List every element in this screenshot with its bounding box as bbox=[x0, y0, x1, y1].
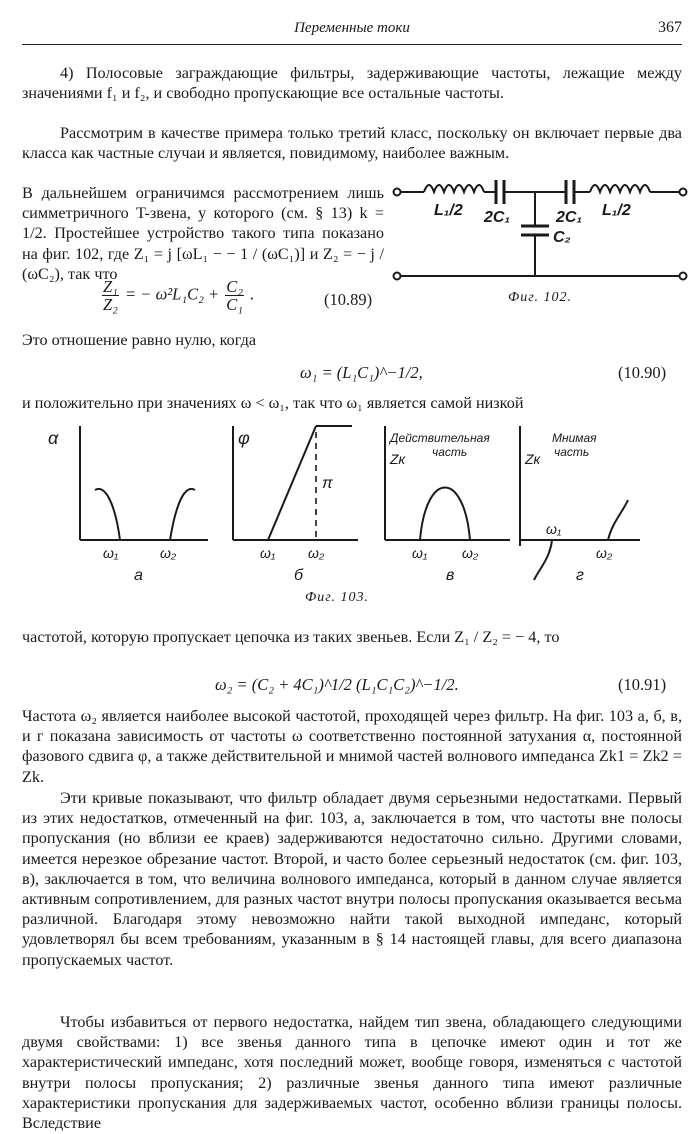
input-terminal-top bbox=[394, 189, 401, 196]
panel-d-tick-w1: ω₁ bbox=[546, 521, 562, 537]
panel-b-ylabel: φ bbox=[238, 428, 250, 448]
paragraph-symmetric-t-section: В дальнейшем ограничимся рассмотрением лишь симметричного T-звена, у которого (см. § 13) k = 1/2. Простейшее устройство такого типа показано на фиг. 102, где Z₁ = j [ωL₁ − − 1 / (ωC₁)] и Z₂ = − j / (ωC₂), так что bbox=[22, 184, 384, 283]
panel-d-letter: г bbox=[576, 567, 584, 584]
panel-b-tick-w2: ω₂ bbox=[308, 545, 325, 561]
panel-c-curve bbox=[420, 488, 470, 541]
figure-102-circuit bbox=[390, 170, 690, 310]
panel-d-title-2: часть bbox=[554, 445, 590, 459]
paragraph-highest-frequency: Частота ω₂ является наиболее высокой частотой, проходящей через фильтр. На фиг. 103 а, б, в, и г показана зависимость от частоты ω соответственно постоянной затухания α, постоянной фазового сдвига φ, а также действительной и мнимой частей волнового импеданса Zk1 = Zk2 = Zk. bbox=[22, 707, 682, 786]
page-number: 367 bbox=[658, 19, 682, 36]
figure-102-caption: Фиг. 102. bbox=[508, 290, 573, 305]
equation-10-90: ω₁ = (L₁C₁)^−1/2, bbox=[300, 363, 423, 382]
input-terminal-bottom bbox=[394, 273, 401, 280]
panel-d-tick-w2: ω₂ bbox=[596, 545, 613, 561]
fraction-c2-c1: $\frac{\text{C₂}}{\text{C₁}}$ bbox=[226, 277, 243, 314]
paragraph-positive-values: и положительно при значениях ω < ω₁, так что ω₁ является самой низкой bbox=[22, 394, 524, 412]
paragraph-new-section-type: Чтобы избавиться от первого недостатка, найдем тип звена, обладающего следующими двумя свойствами: 1) все звенья данного типа в цепочке имеют один и тот же характеристический импеданс, хотя последний может, вообще говоря, изменяться с частотой внутри полосы пропускания; 2) различные звенья данного типа имеют различные характеристики пропускания для задерживаемых частот, особенно вблизи границы полосы. Вследствие bbox=[22, 1013, 682, 1133]
panel-b-letter: б bbox=[294, 567, 303, 584]
panel-a-ylabel: α bbox=[48, 428, 59, 448]
page-header bbox=[22, 16, 682, 45]
panel-b-phase-rise bbox=[268, 426, 316, 540]
output-terminal-top bbox=[680, 189, 687, 196]
equation-10-89: $\frac{\text{Z₁}}{\text{Z₂}}$ = − ω²L₁C₂ + $\frac{\text{C₂}}{\text{C₁}}$ . bbox=[103, 277, 255, 314]
inductor-right-icon bbox=[590, 185, 650, 192]
paragraph-bandstop-filters: 4) Полосовые заграждающие фильтры, задерживающие частоты, лежащие между значениями f₁ и f₂, и свободно пропускающие все остальные частоты. bbox=[22, 64, 682, 103]
equation-number-10-89: (10.89) bbox=[324, 290, 373, 309]
panel-d-curve-right bbox=[608, 500, 628, 540]
panel-b-pi-mark: π bbox=[322, 475, 333, 492]
equation-10-91: ω₂ = (C₂ + 4C₁)^1/2 (L₁C₁C₂)^−1/2. bbox=[215, 675, 459, 694]
label-capacitor-shunt: C₂ bbox=[553, 229, 571, 246]
paragraph-filter-drawbacks: Эти кривые показывают, что фильтр обладает двумя серьезными недостатками. Первый из этих недостатков, отмеченный на фиг. 103, а, заключается в том, что частоты вне полосы пропускания (но вблизи ее краев) задерживаются недостаточно сильно. Другими словами, имеется нерезкое обрезание частот. Второй, и часто более серьезный недостаток (см. фиг. 103, в), заключается в том, что величина волнового импеданса, который в данном случае является активным сопротивлением, для разных частот внутри полосы пропускания оказывается весьма различной. Благодаря этому невозможно найти такой выходной импеданс, который удовлетворял бы всем требованиям, указанным в § 14 настоящей главы, для всего диапазона пропускаемых частот. bbox=[22, 789, 682, 969]
panel-c-letter: в bbox=[446, 567, 455, 584]
fraction-z1-z2: $\frac{\text{Z₁}}{\text{Z₂}}$ bbox=[103, 277, 118, 314]
label-capacitor-left: 2C₁ bbox=[484, 209, 511, 226]
panel-c-title-2: часть bbox=[432, 445, 468, 459]
panel-c-tick-w2: ω₂ bbox=[462, 545, 479, 561]
running-title: Переменные токи bbox=[294, 20, 410, 36]
equation-middle: = − ω²L₁C₂ + bbox=[125, 284, 220, 304]
panel-a-tick-w1: ω₁ bbox=[103, 545, 119, 561]
panel-d-ylabel: Zк bbox=[525, 451, 541, 467]
inductor-left-icon bbox=[424, 185, 484, 192]
panel-a-letter: а bbox=[134, 567, 143, 584]
label-capacitor-right: 2C₁ bbox=[556, 209, 583, 226]
figure-103-caption: Фиг. 103. bbox=[305, 590, 370, 605]
panel-b-tick-w1: ω₁ bbox=[260, 545, 276, 561]
paragraph-third-class: Рассмотрим в качестве примера только третий класс, поскольку он включает первые два класса как частные случаи и является, повидимому, наиболее важным. bbox=[22, 124, 682, 163]
panel-c-title-1: Действительная bbox=[390, 431, 490, 445]
paragraph-ratio-zero: Это отношение равно нулю, когда bbox=[22, 331, 257, 349]
panel-c-ylabel: Zк bbox=[390, 451, 406, 467]
label-inductor-left: L₁/2 bbox=[434, 202, 463, 219]
panel-d-title-1: Мнимая bbox=[552, 431, 597, 445]
paragraph-passband-chain: частотой, которую пропускает цепочка из таких звеньев. Если Z₁ / Z₂ = − 4, то bbox=[22, 628, 560, 646]
panel-a-tick-w2: ω₂ bbox=[160, 545, 177, 561]
equation-number-10-91: (10.91) bbox=[618, 675, 667, 694]
panel-d-curve-left bbox=[534, 540, 552, 580]
figure-103-plots bbox=[40, 418, 680, 588]
panel-c-tick-w1: ω₁ bbox=[412, 545, 428, 561]
panel-a-curve-right bbox=[170, 489, 195, 540]
label-inductor-right: L₁/2 bbox=[602, 202, 631, 219]
output-terminal-bottom bbox=[680, 273, 687, 280]
panel-a-curve-left bbox=[95, 489, 120, 540]
equation-number-10-90: (10.90) bbox=[618, 363, 667, 382]
